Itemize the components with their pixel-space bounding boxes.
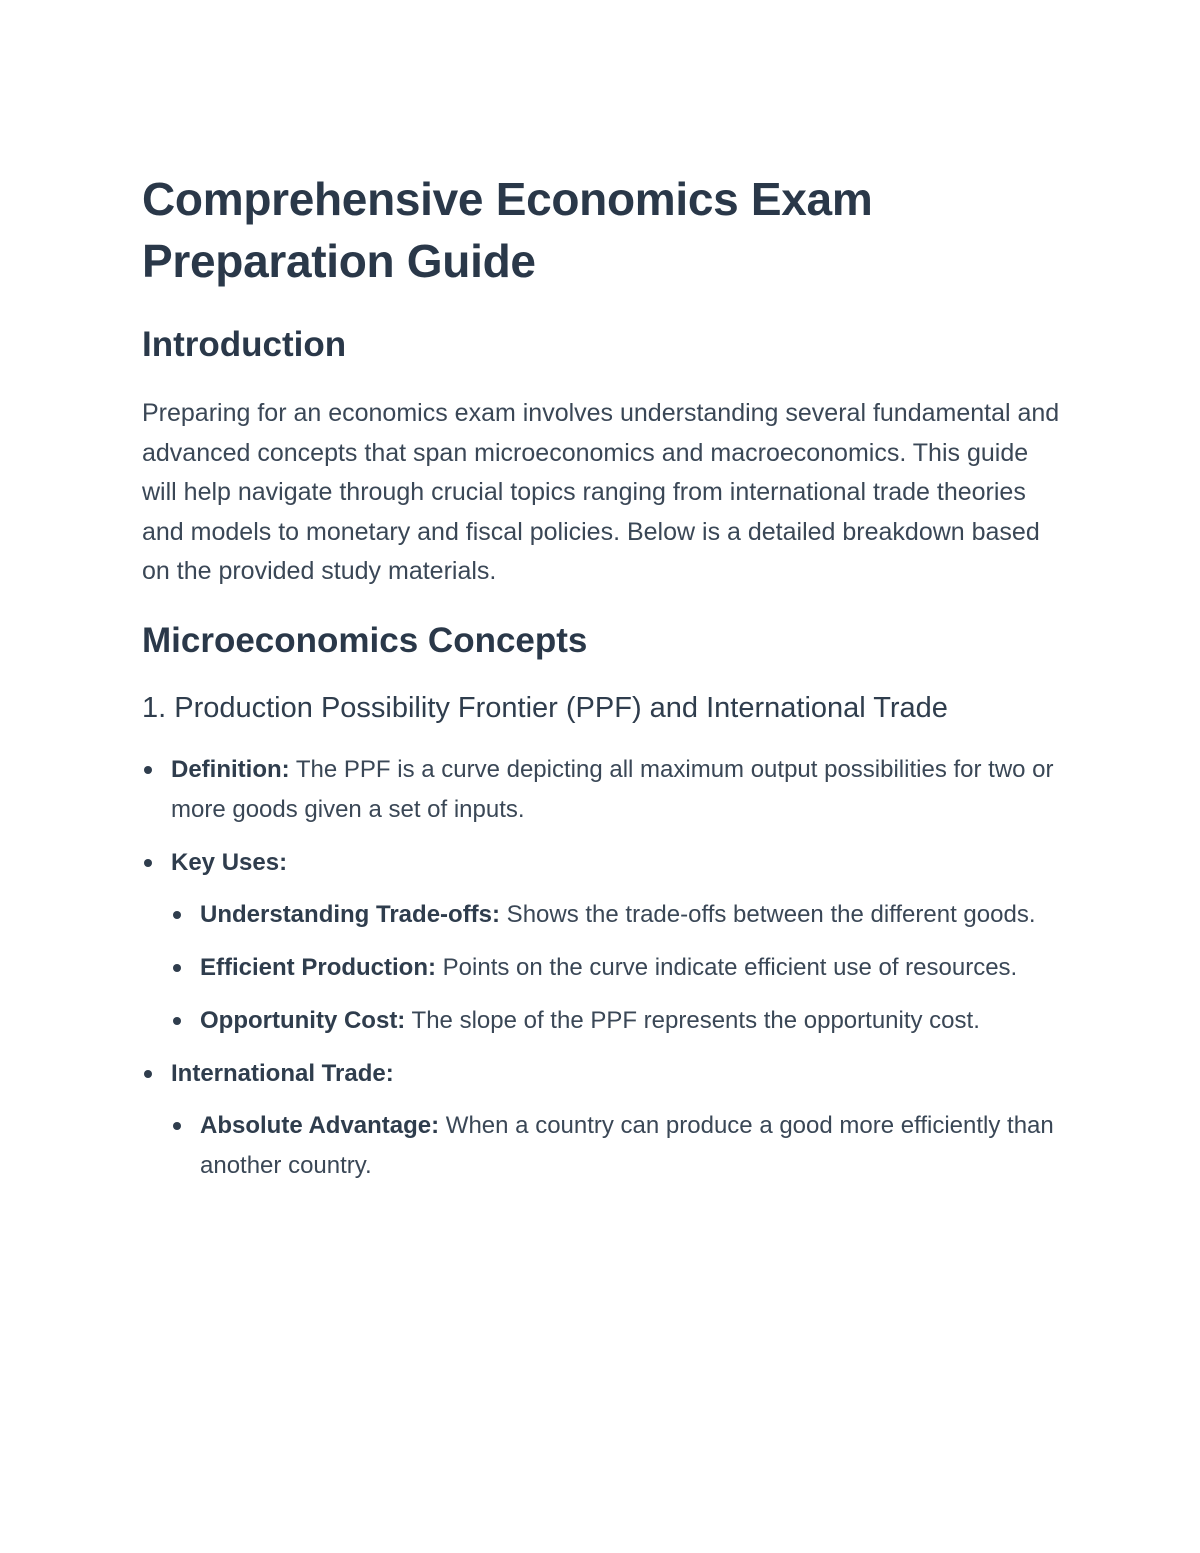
document-title: Comprehensive Economics Exam Preparation Guide — [142, 173, 873, 287]
bullet-icon — [144, 859, 152, 867]
bullet-icon — [173, 964, 181, 972]
list-item-text: The slope of the PPF represents the opportunity cost. — [405, 1006, 980, 1034]
list-item-efficient-production — [171, 948, 1062, 988]
list-item-label: Key Uses: — [171, 848, 288, 876]
section-heading-microeconomics: Microeconomics Concepts — [142, 620, 588, 660]
list-item-text: Shows the trade-offs between the different goods. — [500, 900, 1036, 928]
list-item-label: Opportunity Cost: — [200, 1006, 406, 1034]
list-item-label: Definition: — [171, 755, 290, 783]
ppf-bullet-list — [142, 750, 1062, 1186]
list-item-text: Points on the curve indicate efficient use of resources. — [436, 953, 1018, 981]
list-item-label: Absolute Advantage: — [200, 1111, 440, 1139]
list-item-text: When a country can produce a good more efficiently than another country. — [200, 1111, 1054, 1179]
bullet-icon — [173, 1017, 181, 1025]
bullet-icon — [173, 911, 181, 919]
list-item-label: Understanding Trade-offs: — [200, 900, 501, 928]
list-item-text: The PPF is a curve depicting all maximum output possibilities for two or more goods given a set of inputs. — [171, 755, 1054, 823]
bullet-icon — [144, 766, 152, 774]
list-item-absolute-advantage — [171, 1106, 1062, 1186]
list-item-label: International Trade: — [171, 1059, 394, 1087]
list-item-international-trade — [142, 1054, 1062, 1186]
key-uses-sublist — [171, 895, 1062, 1041]
list-item-opportunity-cost — [171, 1001, 1062, 1041]
list-item-key-uses — [142, 843, 1062, 1041]
list-item-definition — [142, 750, 1062, 830]
introduction-paragraph: Preparing for an economics exam involves understanding several fundamental and advanced concepts that span microeconomics and macroeconomics. This guide will help navigate through crucial topics ranging from international trade theories and models to monetary and fiscal policies. Below is a detailed breakdown based on the provided study materials. — [142, 399, 1060, 585]
subsection-heading-ppf: 1. Production Possibility Frontier (PPF) and International Trade — [142, 691, 948, 724]
list-item-label: Efficient Production: — [200, 953, 436, 981]
document-page — [142, 168, 1062, 1199]
section-heading-introduction: Introduction — [142, 325, 347, 364]
bullet-icon — [144, 1070, 152, 1078]
bullet-icon — [173, 1122, 181, 1130]
list-item-trade-offs — [171, 895, 1062, 935]
international-trade-sublist — [171, 1106, 1062, 1186]
